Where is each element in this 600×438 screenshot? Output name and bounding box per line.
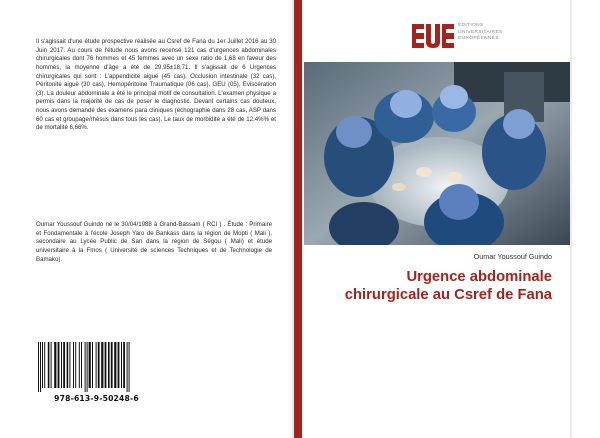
cover-author: Oumar Youssouf Guindo <box>473 252 552 261</box>
left-margin <box>0 0 30 438</box>
publisher-line: EUROPÉENNES <box>458 36 499 42</box>
barcode-bar <box>79 342 80 388</box>
isbn-text: 978-613-9-50248-6 <box>54 394 139 403</box>
barcode-bar <box>44 342 45 388</box>
barcode-bar <box>81 342 82 388</box>
publisher-logo <box>410 22 560 52</box>
surgery-photo <box>304 62 570 245</box>
front-bottom-band <box>302 416 572 438</box>
author-bio-text: Oumar Youssouf Guindo né le 30/04/1988 à Grand-Bassam ( RCI ) . Étude : Primaire et Fondamentale à l'école Joseph Yaro de Bankass dans la région de Mopti ( Mali ), secondaire au Lycée Public de San dans la région de Ségou ( Mali) et étude universitaire à la Fmos ( Université de sciences Techniques et de Technologie de Bamako). <box>36 221 272 263</box>
barcode <box>34 342 159 406</box>
barcode-bar <box>38 342 39 392</box>
barcode-bar <box>101 342 103 388</box>
barcode-bar <box>75 342 76 388</box>
barcode-bar <box>51 342 52 388</box>
surgery-team-illustration <box>304 62 570 245</box>
barcode-bar <box>87 342 88 392</box>
barcode-bar <box>92 342 93 388</box>
eue-logo-icon <box>410 22 456 50</box>
barcode-bar <box>42 342 43 388</box>
book-title: Urgence abdominale chirurgicale au Csref de Fana <box>344 269 552 304</box>
barcode-bar <box>67 342 69 388</box>
barcode-bar <box>54 342 56 388</box>
publisher-line: ÉDITIONS <box>458 23 484 28</box>
barcode-bar <box>40 342 41 392</box>
spine <box>294 0 302 438</box>
barcode-bar <box>89 342 91 388</box>
front-cover <box>302 0 572 438</box>
barcode-bar <box>69 342 70 388</box>
publisher-name <box>458 23 558 43</box>
publisher-line: UNIVERSITAIRES <box>458 29 503 35</box>
barcode-bar <box>123 342 125 388</box>
barcode-bar <box>96 342 97 388</box>
barcode-bar <box>129 342 130 392</box>
barcode-bar <box>73 342 74 388</box>
barcode-bar <box>63 342 65 388</box>
barcode-bar <box>61 342 62 388</box>
barcode-bar <box>111 342 113 388</box>
barcode-bar <box>105 342 107 388</box>
barcode-bar <box>48 342 50 388</box>
barcode-bar <box>108 342 110 388</box>
barcode-bar <box>114 342 116 388</box>
barcode-bar <box>127 342 128 392</box>
barcode-bar <box>58 342 60 388</box>
barcode-bar <box>118 342 120 388</box>
right-margin <box>572 0 600 438</box>
barcode-bar <box>121 342 122 388</box>
barcode-bar <box>98 342 100 388</box>
back-cover <box>30 0 292 438</box>
barcode-bar <box>85 342 86 392</box>
back-summary-text: Il s'agissait d'une étude prospective réalisée au Csref de Fana du 1er Juillet 2016 au 30 Juin 2017. Au cours de l'étude nous avons recensé 121 cas d'urgences abdominales chirurgicales dont 76 hommes et 45 femmes avec un sexe ratio de 1,68 en faveur des hommes, la moyenne d'âge a été de 29,95±18,71. Il s'agissait de 6 Urgences chirurgicales qui sont : L'appendicite aiguë (45 cas), Occlusion intestinale (32 cas), Péritonite aiguë (30 cas), Hemopéritoine Traumatique (06 cas), GEU (05), Eviscération (3). La douleur abdominale a été le principal motif de consultation. L'examen physique a permis dans la majorité de cas de poser le diagnostic. Devant certains cas douteux, nous avons demandé des examens para cliniques (échographie dans 28 cas, ASP dans 60 cas et groupage/rhésus dans tous les cas). Le taux de morbidité a été de 12,4%% et de mortalité 6,66%. <box>36 38 276 132</box>
barcode-bars <box>34 342 159 392</box>
